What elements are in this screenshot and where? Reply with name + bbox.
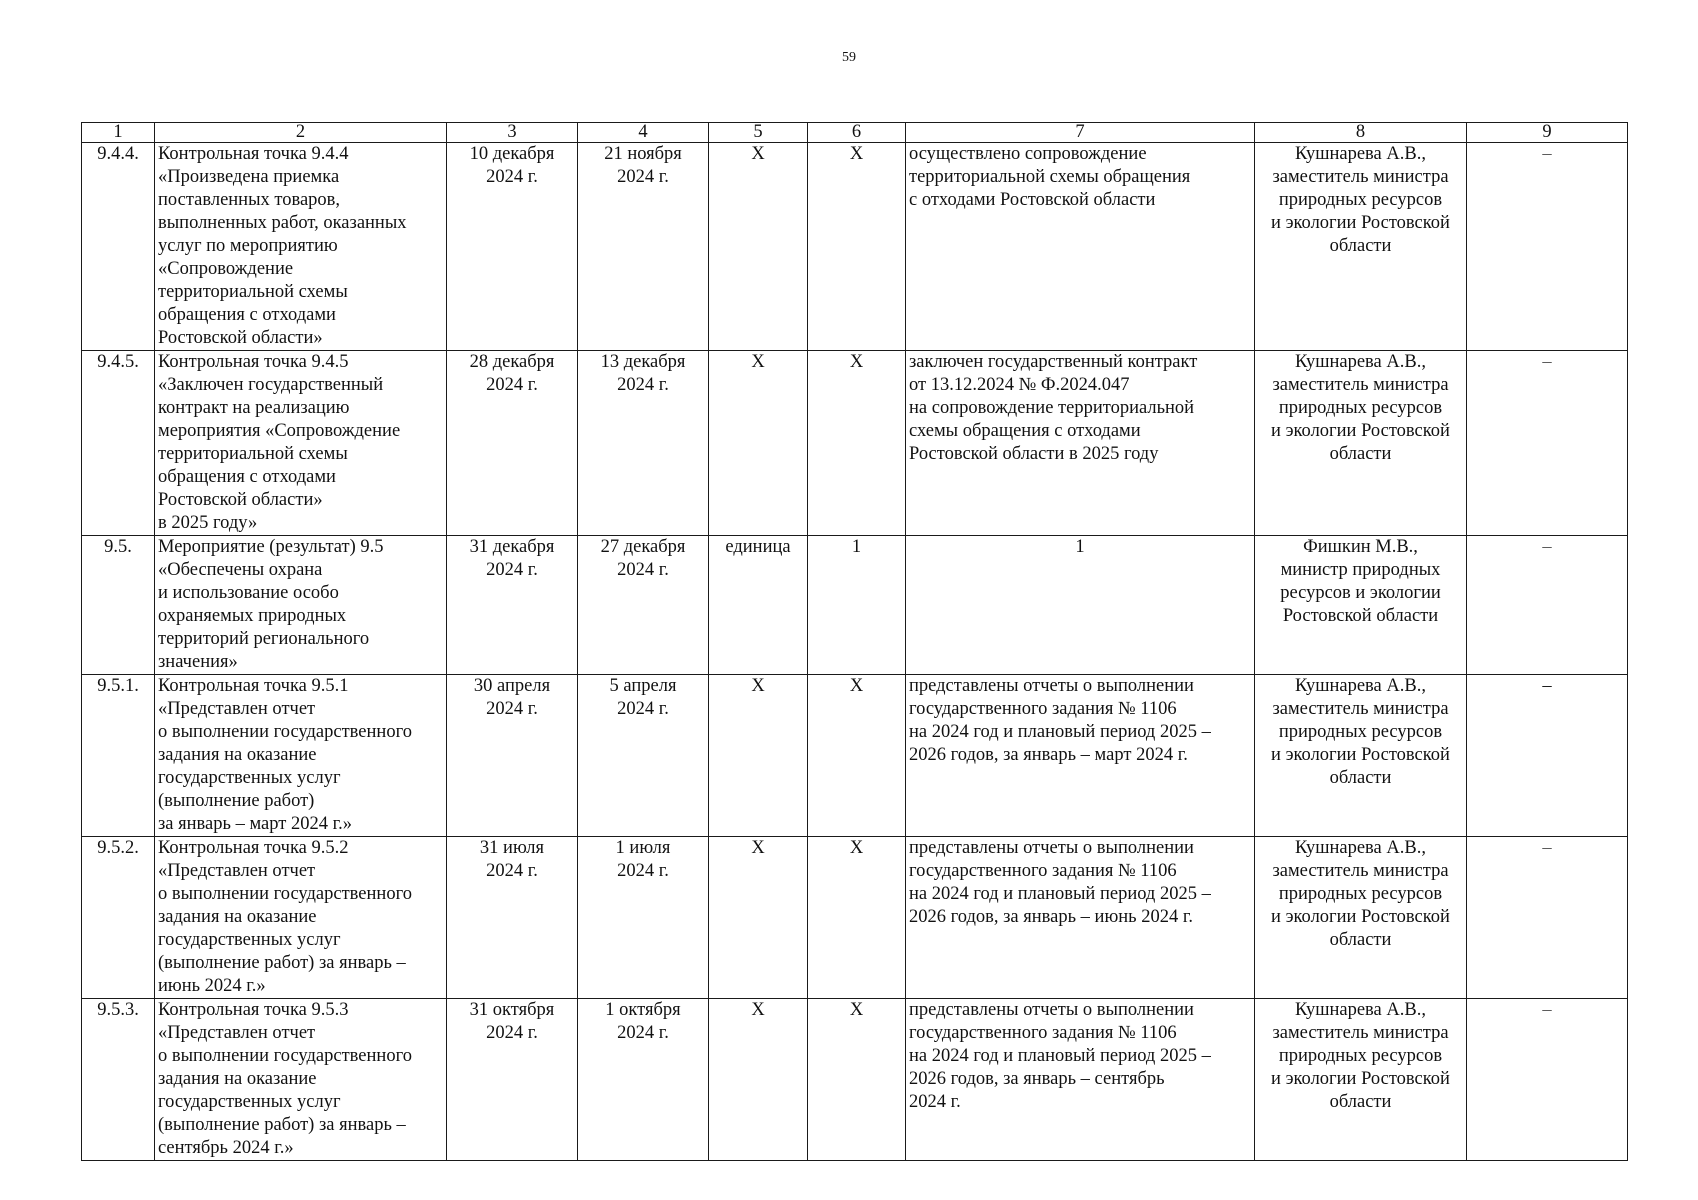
- fact-date: 13 декабря 2024 г.: [578, 351, 709, 536]
- column-header: 7: [906, 123, 1255, 143]
- note-cell: –: [1467, 837, 1628, 999]
- result-cell: осуществлено сопровождение территориальной схемы обращения с отходами Ростовской области: [906, 143, 1255, 351]
- report-table: [81, 122, 1628, 1161]
- fact-date: 5 апреля 2024 г.: [578, 675, 709, 837]
- plan-value-cell: Х: [808, 837, 906, 999]
- column-header: 3: [447, 123, 578, 143]
- note-cell: –: [1467, 675, 1628, 837]
- note-cell: –: [1467, 999, 1628, 1161]
- checkpoint-name: Контрольная точка 9.4.4 «Произведена приемка поставленных товаров, выполненных работ, оказанных услуг по мероприятию «Сопровождение территориальной схемы обращения с отходами Ростовской области»: [155, 143, 447, 351]
- row-number: 9.5.3.: [82, 999, 155, 1161]
- result-cell: представлены отчеты о выполнении государственного задания № 1106 на 2024 год и плановый период 2025 – 2026 годов, за январь – сентябрь 2024 г.: [906, 999, 1255, 1161]
- header-row: [82, 123, 1628, 143]
- plan-date: 10 декабря 2024 г.: [447, 143, 578, 351]
- column-header: 8: [1255, 123, 1467, 143]
- plan-date: 31 июля 2024 г.: [447, 837, 578, 999]
- checkpoint-name: Мероприятие (результат) 9.5 «Обеспечены охрана и использование особо охраняемых природных территорий регионального значения»: [155, 536, 447, 675]
- note-cell: –: [1467, 351, 1628, 536]
- table-row: [82, 837, 1628, 999]
- column-header: 4: [578, 123, 709, 143]
- checkpoint-name: Контрольная точка 9.4.5 «Заключен государственный контракт на реализацию мероприятия «Сопровождение территориальной схемы обращения с отходами Ростовской области» в 2025 году»: [155, 351, 447, 536]
- note-cell: –: [1467, 143, 1628, 351]
- plan-value-cell: 1: [808, 536, 906, 675]
- result-cell: представлены отчеты о выполнении государственного задания № 1106 на 2024 год и плановый период 2025 – 2026 годов, за январь – март 2024 г.: [906, 675, 1255, 837]
- table-row: [82, 999, 1628, 1161]
- responsible-cell: Кушнарева А.В., заместитель министра природных ресурсов и экологии Ростовской области: [1255, 143, 1467, 351]
- page-number: 59: [842, 50, 856, 65]
- unit-cell: Х: [709, 143, 808, 351]
- column-header: 1: [82, 123, 155, 143]
- responsible-cell: Кушнарева А.В., заместитель министра природных ресурсов и экологии Ростовской области: [1255, 675, 1467, 837]
- row-number: 9.5.: [82, 536, 155, 675]
- row-number: 9.4.4.: [82, 143, 155, 351]
- responsible-cell: Кушнарева А.В., заместитель министра природных ресурсов и экологии Ростовской области: [1255, 999, 1467, 1161]
- unit-cell: Х: [709, 999, 808, 1161]
- plan-value-cell: Х: [808, 143, 906, 351]
- plan-value-cell: Х: [808, 675, 906, 837]
- column-header: 5: [709, 123, 808, 143]
- checkpoint-name: Контрольная точка 9.5.2 «Представлен отчет о выполнении государственного задания на оказание государственных услуг (выполнение работ) за январь – июнь 2024 г.»: [155, 837, 447, 999]
- responsible-cell: Кушнарева А.В., заместитель министра природных ресурсов и экологии Ростовской области: [1255, 837, 1467, 999]
- checkpoint-name: Контрольная точка 9.5.3 «Представлен отчет о выполнении государственного задания на оказание государственных услуг (выполнение работ) за январь – сентябрь 2024 г.»: [155, 999, 447, 1161]
- table-row: [82, 143, 1628, 351]
- unit-cell: Х: [709, 351, 808, 536]
- plan-date: 31 декабря 2024 г.: [447, 536, 578, 675]
- checkpoint-name: Контрольная точка 9.5.1 «Представлен отчет о выполнении государственного задания на оказание государственных услуг (выполнение работ) за январь – март 2024 г.»: [155, 675, 447, 837]
- fact-date: 1 октября 2024 г.: [578, 999, 709, 1161]
- result-cell: представлены отчеты о выполнении государственного задания № 1106 на 2024 год и плановый период 2025 – 2026 годов, за январь – июнь 2024 г.: [906, 837, 1255, 999]
- row-number: 9.5.1.: [82, 675, 155, 837]
- table-row: [82, 536, 1628, 675]
- column-header: 6: [808, 123, 906, 143]
- plan-date: 30 апреля 2024 г.: [447, 675, 578, 837]
- unit-cell: Х: [709, 837, 808, 999]
- table-row: [82, 675, 1628, 837]
- result-cell: 1: [906, 536, 1255, 675]
- result-cell: заключен государственный контракт от 13.12.2024 № Ф.2024.047 на сопровождение территориальной схемы обращения с отходами Ростовской области в 2025 году: [906, 351, 1255, 536]
- fact-date: 27 декабря 2024 г.: [578, 536, 709, 675]
- unit-cell: единица: [709, 536, 808, 675]
- fact-date: 21 ноября 2024 г.: [578, 143, 709, 351]
- plan-date: 28 декабря 2024 г.: [447, 351, 578, 536]
- column-header: 9: [1467, 123, 1628, 143]
- table-row: [82, 351, 1628, 536]
- column-header: 2: [155, 123, 447, 143]
- row-number: 9.4.5.: [82, 351, 155, 536]
- responsible-cell: Кушнарева А.В., заместитель министра природных ресурсов и экологии Ростовской области: [1255, 351, 1467, 536]
- responsible-cell: Фишкин М.В., министр природных ресурсов и экологии Ростовской области: [1255, 536, 1467, 675]
- fact-date: 1 июля 2024 г.: [578, 837, 709, 999]
- plan-value-cell: Х: [808, 351, 906, 536]
- plan-date: 31 октября 2024 г.: [447, 999, 578, 1161]
- note-cell: –: [1467, 536, 1628, 675]
- row-number: 9.5.2.: [82, 837, 155, 999]
- plan-value-cell: Х: [808, 999, 906, 1161]
- unit-cell: Х: [709, 675, 808, 837]
